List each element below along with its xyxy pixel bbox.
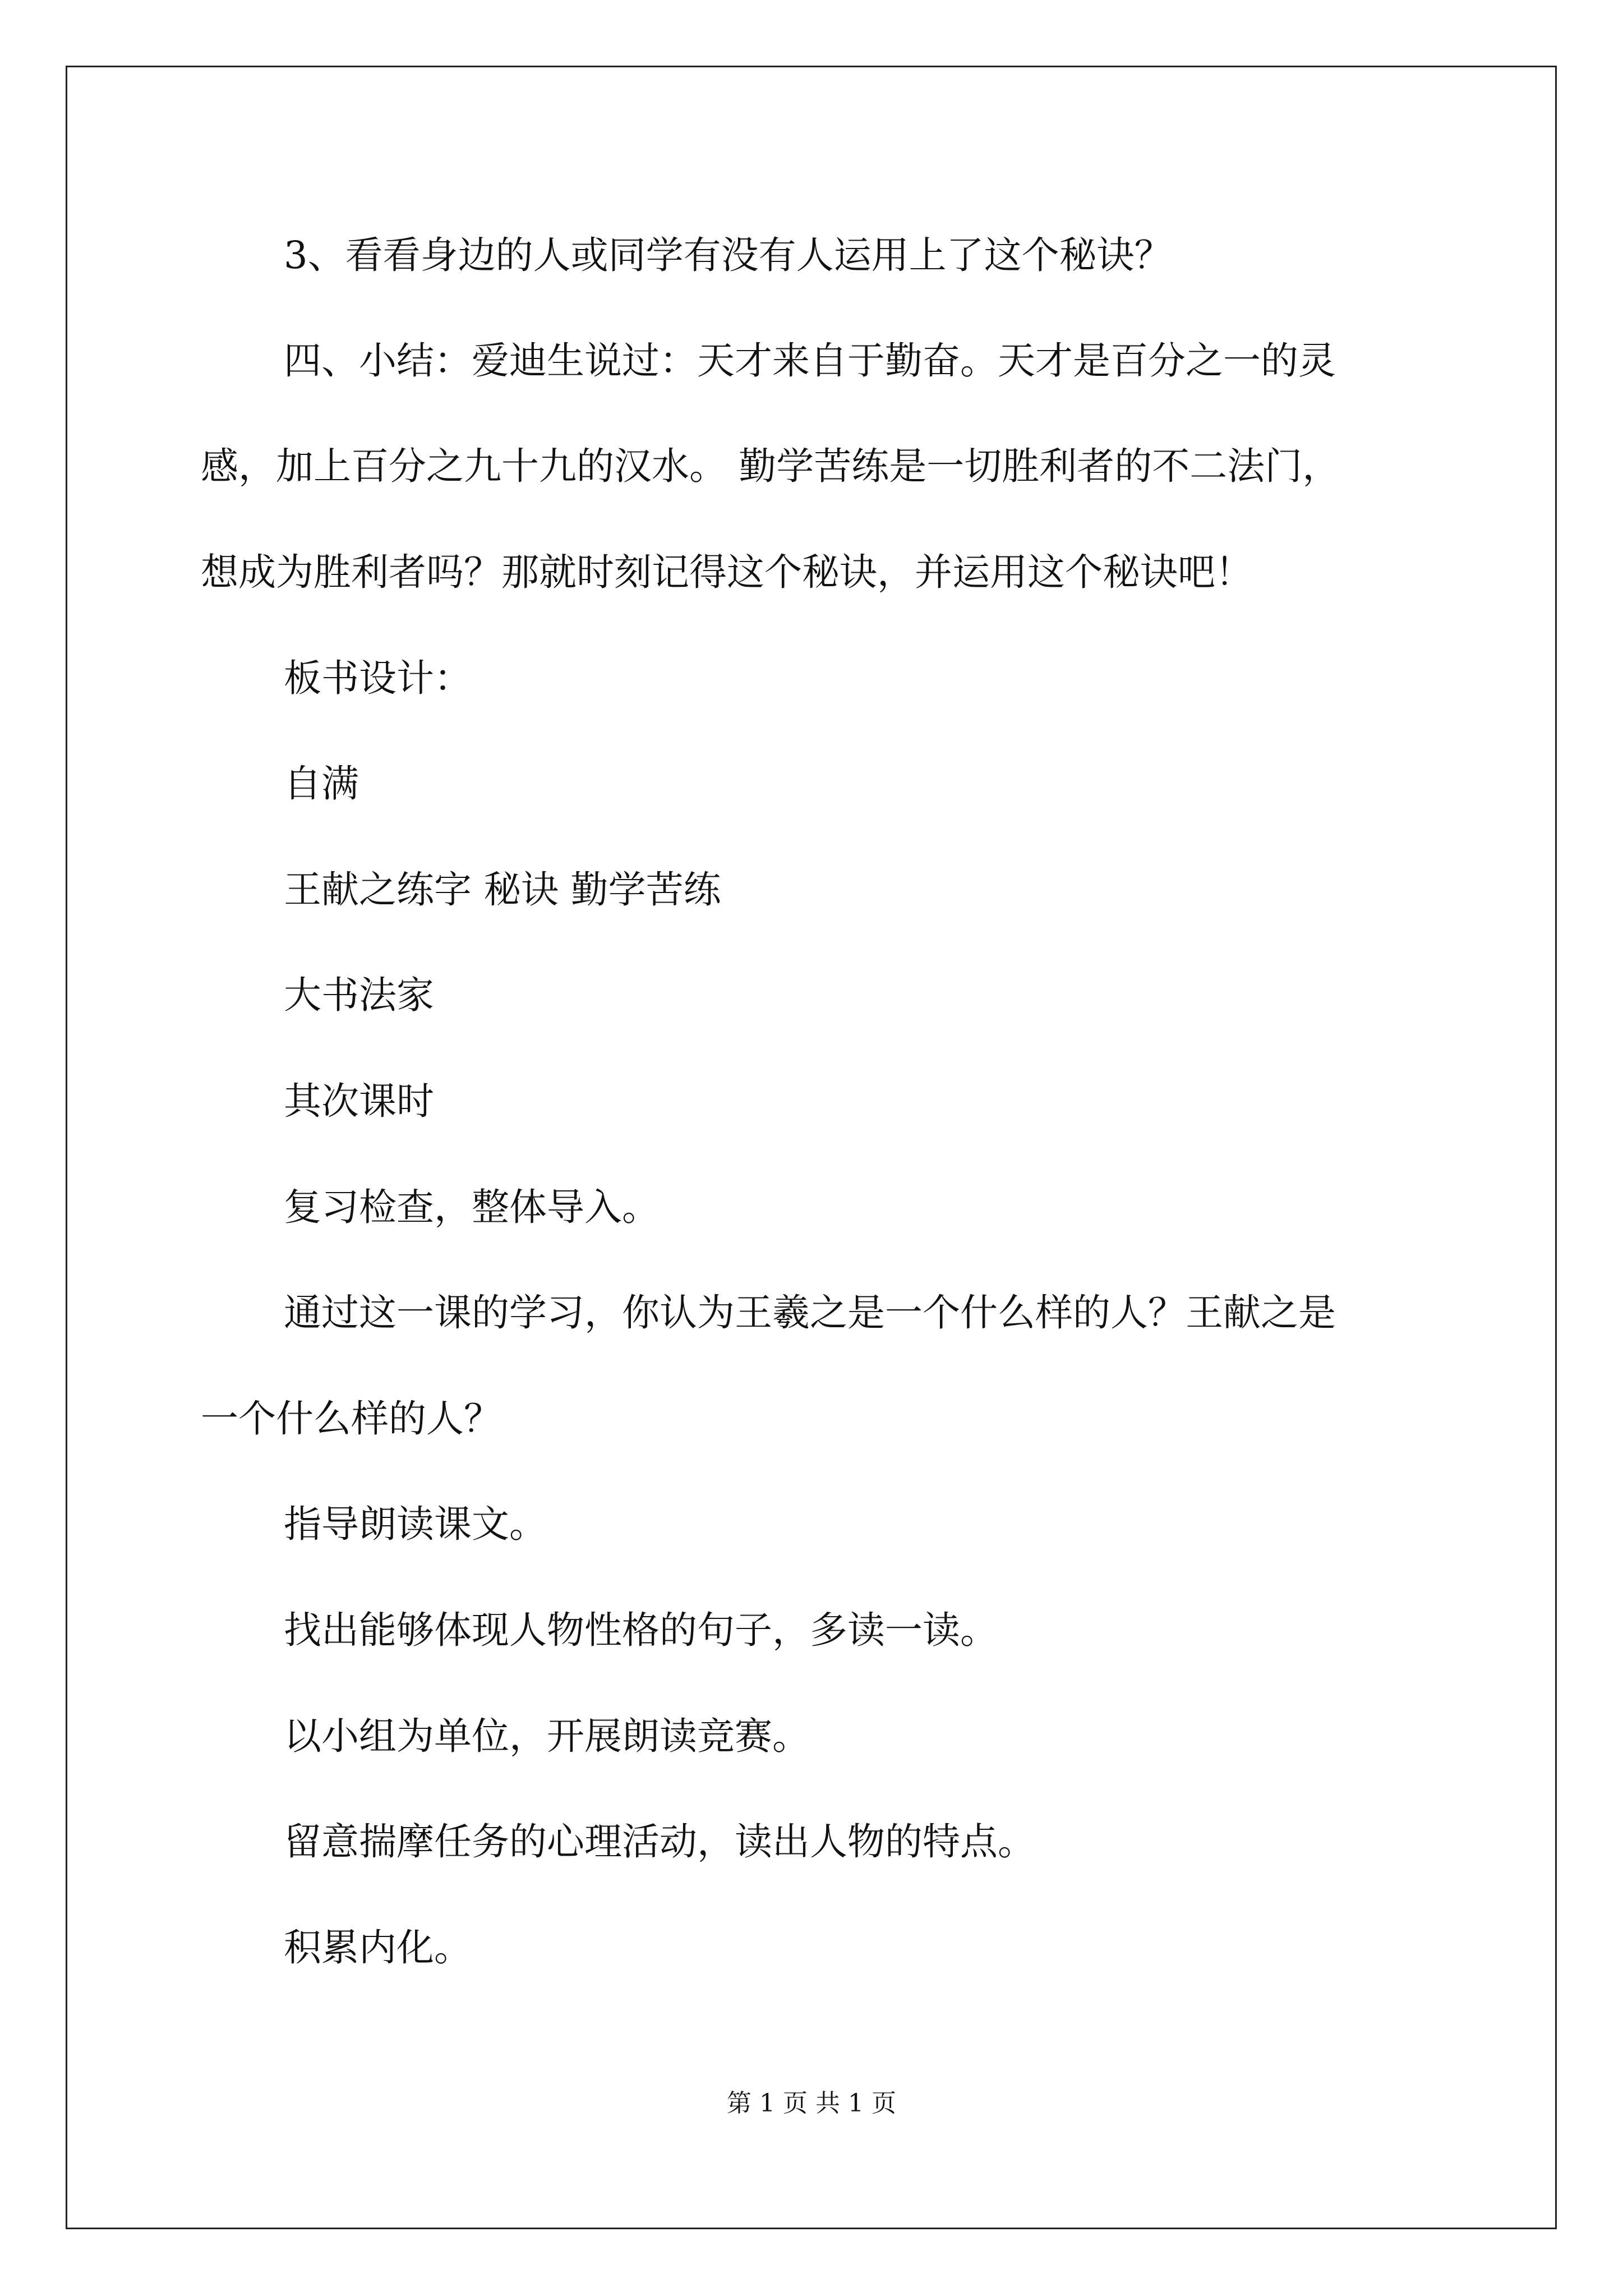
paragraph-2-line-3: 想成为胜利者吗？那就时刻记得这个秘诀，并运用这个秘诀吧！ — [201, 550, 1253, 594]
paragraph-question-line-2: 一个什么样的人？ — [201, 1397, 501, 1441]
board-line-3: 大书法家 — [284, 973, 434, 1017]
paragraph-question-line-1: 通过这一课的学习，你认为王羲之是一个什么样的人？王献之是 — [284, 1291, 1336, 1335]
paragraph-find-sentences: 找出能够体现人物性格的句子，多读一读。 — [284, 1608, 998, 1652]
paragraph-review: 复习检查，整体导入。 — [284, 1185, 660, 1229]
second-lesson-heading: 其次课时 — [284, 1079, 434, 1123]
paragraph-2-line-2: 感，加上百分之九十九的汉水。 勤学苦练是一切胜利者的不二法门， — [201, 444, 1340, 488]
paragraph-1: 3、看看身边的人或同学有没有人运用上了这个秘诀？ — [284, 233, 1172, 277]
board-line-2: 王献之练字 秘诀 勤学苦练 — [284, 868, 721, 912]
paragraph-psychology: 留意揣摩任务的心理活动，读出人物的特点。 — [284, 1820, 1035, 1864]
paragraph-internalize: 积累内化。 — [284, 1926, 472, 1970]
paragraph-2-line-1: 四、小结：爱迪生说过：天才来自于勤奋。天才是百分之一的灵 — [284, 339, 1336, 383]
page-footer: 第 1 页 共 1 页 — [727, 2089, 896, 2118]
paragraph-group-contest: 以小组为单位，开展朗读竞赛。 — [284, 1714, 810, 1758]
paragraph-guide-reading: 指导朗读课文。 — [284, 1502, 547, 1546]
page-border — [66, 66, 1557, 2229]
board-line-1: 自满 — [284, 762, 359, 806]
board-design-heading: 板书设计： — [284, 656, 472, 700]
